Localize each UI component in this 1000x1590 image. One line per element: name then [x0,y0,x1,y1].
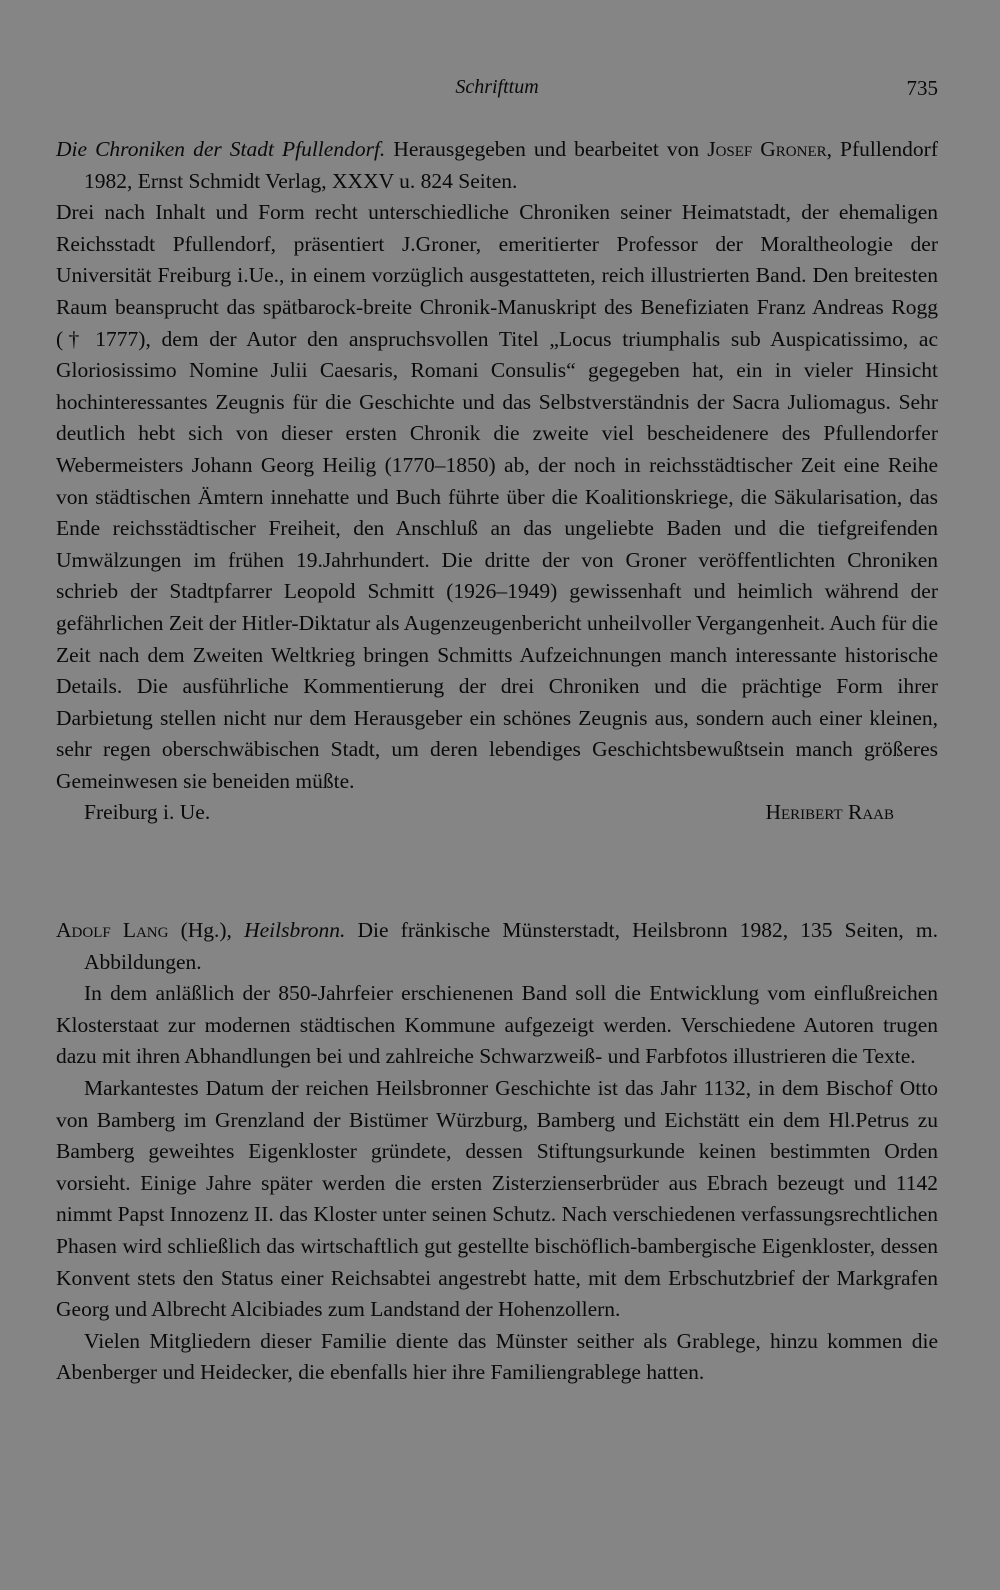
reviewer-place: Freiburg i. Ue. [84,800,211,825]
citation-details: Pfullendorf 1982, Ernst Schmidt Verlag, XXXV u. 824 Seiten. [84,137,938,193]
review-body: Drei nach Inhalt und Form recht unterschiedliche Chroniken seiner Heimatstadt, der ehemaligen Reichsstadt Pfullendorf, präsentiert J.Groner, emeritierter Professor der Moraltheologie der Universität Freiburg i.Ue., in einem vorzüglich ausgestatteten, reich illustrierten Band. Den breitesten Raum beansprucht das spätbarock-breite Chronik-Manuskript des Benefiziaten Franz Andreas Rogg († 1777), dem der Autor den anspruchsvollen Titel „Locus triumphalis sub Auspicatissimo, ac Gloriosissimo Nomine Julii Caesaris, Romani Consulis“ gegegeben hat, ein in vieler Hinsicht hochinteressantes Zeugnis für die Geschichte und das Selbstverständnis der Sacra Juliomagus. Sehr deutlich hebt sich von dieser ersten Chronik die zweite viel bescheidenere des Pfullendorfer Webermeisters Johann Georg Heilig (1770–1850) ab, der noch in reichsstädtischer Zeit eine Reihe von städtischen Ämtern innehatte und Buch führte über die Koalitionskriege, die Säkularisation, das Ende reichsstädtischer Freiheit, den Anschluß an das ungeliebte Baden und die tiefgreifenden Umwälzungen im frühen 19.Jahrhundert. Die dritte der von Groner veröffentlichten Chroniken schrieb der Stadtpfarrer Leopold Schmitt (1926–1949) gewissenhaft und heimlich während der gefährlichen Zeit der Hitler-Diktatur als Augenzeugenbericht unheilvoller Vergangenheit. Auch für die Zeit nach dem Zweiten Weltkrieg bringen Schmitts Aufzeichnungen manch interessante historische Details. Die ausführliche Kommentierung der drei Chroniken und die prächtige Form ihrer Darbietung stellen nicht nur dem Herausgeber ein schönes Zeugnis aus, sondern auch einer kleinen, sehr regen oberschwäbischen Stadt, um deren lebendiges Geschichtsbewußtsein manch größeres Gemeinwesen sie beneiden müßte. [56,200,938,793]
review-paragraph: Markantestes Datum der reichen Heilsbronner Geschichte ist das Jahr 1132, in dem Bischof Otto von Bamberg im Grenzland der Bistümer Würzburg, Bamberg und Eichstätt ein dem Hl.Petrus zu Bamberg geweihtes Eigenkloster gründete, dessen Stiftungsurkunde keinen bestimmten Orden vorsieht. Einige Jahre später werden die ersten Zisterzienserbrüder aus Ebrach bezeugt und 1142 nimmt Papst Innozenz II. das Kloster unter seinen Schutz. Nach verschiedenen verfassungsrechtlichen Phasen wird schließlich das wirtschaftlich gut gestellte bischöflich-bambergische Eigenkloster, dessen Konvent stets den Status einer Reichsabtei angestrebt hatte, mit dem Erbschutzbrief der Markgrafen Georg und Albrecht Alcibiades zum Landstand der Hohenzollern. [56,1076,938,1322]
review-paragraph: In dem anläßlich der 850-Jahrfeier erschienenen Band soll die Entwicklung vom einflußreichen Klosterstaat zur modernen städtischen Kommune aufgezeigt werden. Verschiedene Autoren trugen dazu mit ihren Abhandlungen bei und zahlreiche Schwarzweiß- und Farbfotos illustrieren die Texte. [56,981,938,1069]
book-title: Heilsbronn. [244,918,346,943]
running-head-title: Schrifttum [455,76,539,98]
citation-text: Herausgegeben und bearbeitet von [385,137,708,161]
citation-details: Die fränkische Münsterstadt, Heilsbronn 1982, 135 Seiten, m. Abbildungen. [84,918,938,974]
review-heilsbronn [56,915,938,1389]
running-head [56,70,938,110]
review-signature [56,797,938,829]
editor-name: Josef Groner, [707,137,833,161]
citation-text: (Hg.), [168,918,245,943]
review-citation [56,134,938,197]
review-paragraph: Vielen Mitgliedern dieser Familie diente das Münster seither als Grablege, hinzu kommen die Abenberger und Heidecker, die ebenfalls hier ihre Familiengrablege hatten. [56,1328,938,1385]
reviewer-name: Heribert Raab [765,800,894,825]
review-citation [56,915,938,978]
author-name: Adolf Lang [56,918,169,943]
page [56,70,938,1389]
page-number: 735 [906,76,938,100]
book-title: Die Chroniken der Stadt Pfullendorf. [56,137,386,161]
review-pfullendorf [56,134,938,829]
